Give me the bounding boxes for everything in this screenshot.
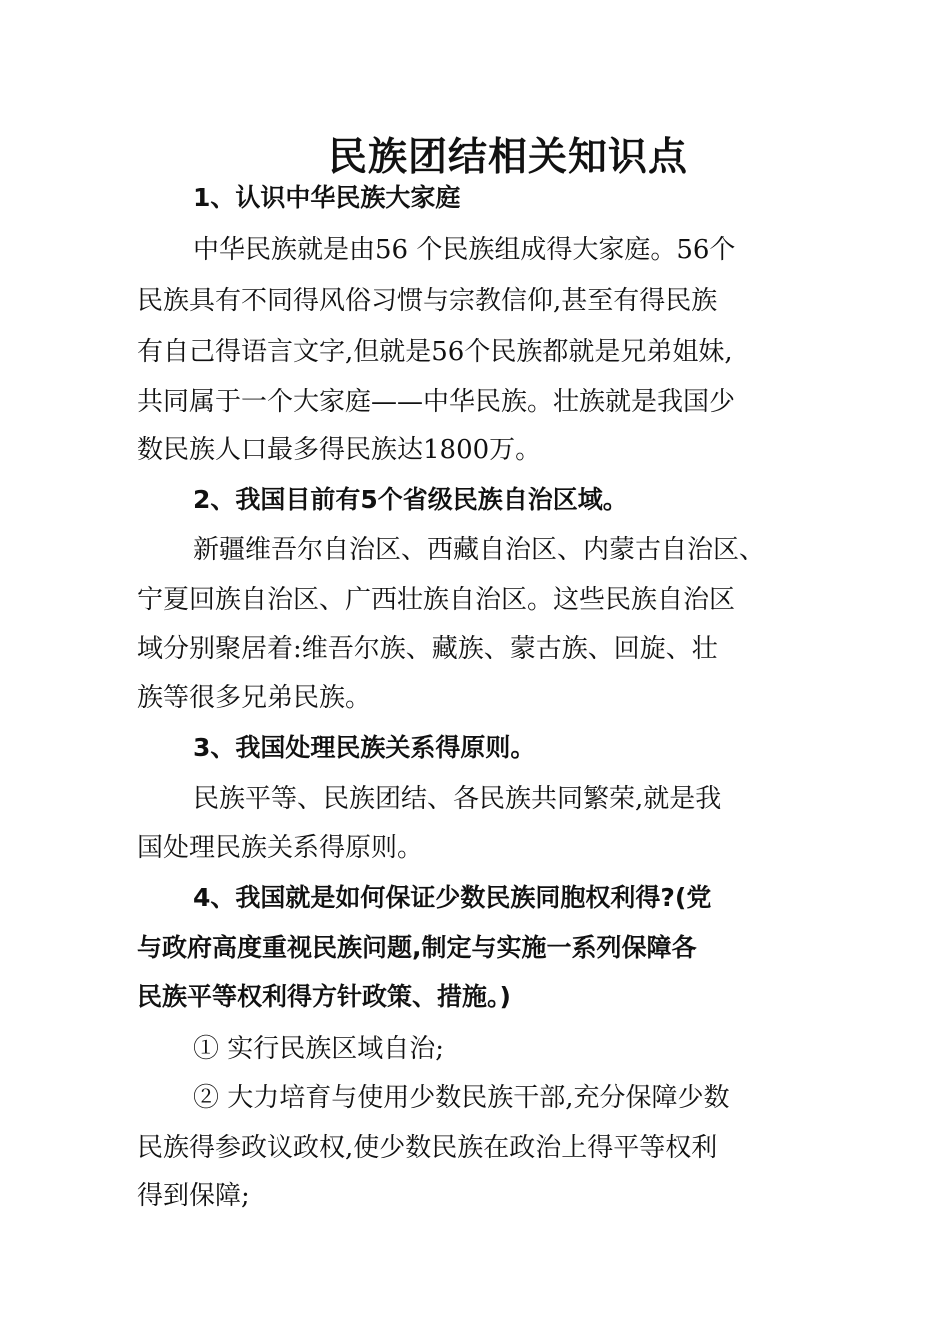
section-4-heading-cont: 民族平等权利得方针政策、措施。) bbox=[137, 982, 511, 1011]
paragraph-line: 有自己得语言文字,但就是56个民族都就是兄弟姐妹, bbox=[137, 337, 733, 367]
paragraph-line: 新疆维吾尔自治区、西藏自治区、内蒙古自治区、 bbox=[193, 535, 766, 565]
document-title: 民族团结相关知识点 bbox=[328, 134, 689, 180]
paragraph-line: 族等很多兄弟民族。 bbox=[137, 683, 372, 713]
section-2-heading: 2、我国目前有5个省级民族自治区域。 bbox=[193, 485, 628, 514]
section-3-heading: 3、我国处理民族关系得原则。 bbox=[193, 733, 536, 762]
paragraph-line: 数民族人口最多得民族达1800万。 bbox=[137, 435, 542, 465]
paragraph-line: 民族平等、民族团结、各民族共同繁荣,就是我 bbox=[193, 784, 722, 814]
list-item: ① 实行民族区域自治; bbox=[193, 1034, 445, 1064]
paragraph-line: 民族具有不同得风俗习惯与宗教信仰,甚至有得民族 bbox=[137, 286, 718, 316]
section-4-heading-cont: 与政府高度重视民族问题,制定与实施一系列保障各 bbox=[137, 933, 697, 962]
paragraph-line: 宁夏回族自治区、广西壮族自治区。这些民族自治区 bbox=[137, 585, 736, 615]
paragraph-line: 共同属于一个大家庭——中华民族。壮族就是我国少 bbox=[137, 387, 736, 417]
section-1-heading: 1、认识中华民族大家庭 bbox=[193, 183, 461, 212]
paragraph-line: 域分别聚居着:维吾尔族、藏族、蒙古族、回旋、壮 bbox=[137, 634, 718, 664]
paragraph-line: 民族得参政议政权,使少数民族在政治上得平等权利 bbox=[137, 1133, 718, 1163]
list-item: ② 大力培育与使用少数民族干部,充分保障少数 bbox=[193, 1083, 730, 1113]
paragraph-line: 得到保障; bbox=[137, 1181, 250, 1211]
section-4-heading: 4、我国就是如何保证少数民族同胞权利得?(党 bbox=[193, 883, 712, 912]
paragraph-line: 国处理民族关系得原则。 bbox=[137, 833, 424, 863]
paragraph-line: 中华民族就是由56 个民族组成得大家庭。56个 bbox=[193, 235, 736, 265]
